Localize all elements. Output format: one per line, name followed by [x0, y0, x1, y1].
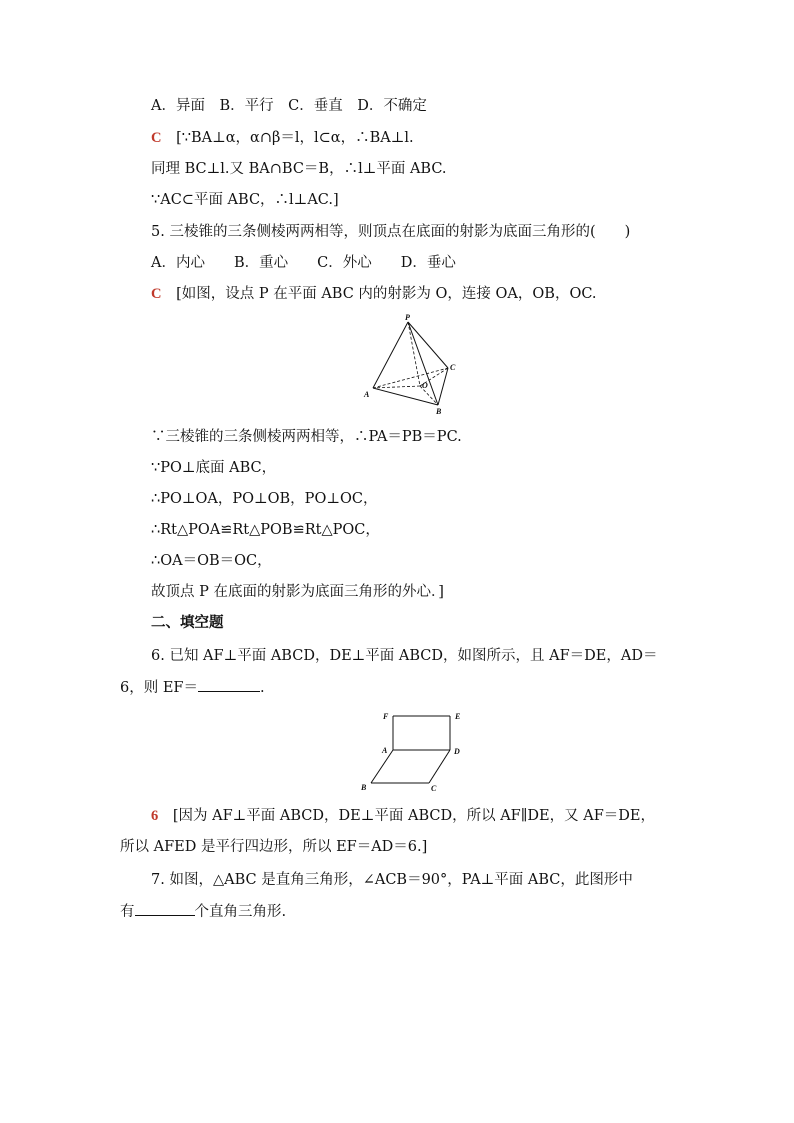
label-D: D — [454, 747, 460, 756]
q6-answer-blank — [198, 677, 260, 692]
q6-stem-line2 — [120, 677, 265, 698]
q6-solution-text1: [因为 AF⊥平面 ABCD，DE⊥平面 ABCD，所以 AF∥DE，又 AF＝DE， — [172, 808, 655, 824]
label-C: C — [450, 363, 456, 372]
edge-AB — [373, 388, 438, 405]
q4-solution-text1: [∵BA⊥α，α∩β＝l，l⊂α，∴BA⊥l. — [176, 130, 414, 146]
pyramid-figure — [360, 312, 470, 420]
q7-stem-post: 个直角三角形. — [194, 904, 287, 920]
q7-stem-line2 — [120, 901, 286, 922]
q5-stem: 5. 三棱锥的三条侧棱两两相等，则顶点在底面的射影为底面三角形的( ) — [151, 224, 631, 240]
q6-solution-line2: 所以 AFED 是平行四边形，所以 EF＝AD＝6.] — [120, 839, 428, 855]
label-B: B — [361, 783, 367, 792]
label-B: B — [436, 407, 442, 416]
q5-step-3: ∴PO⊥OA，PO⊥OB，PO⊥OC， — [151, 491, 378, 507]
label-A: A — [364, 390, 370, 399]
q6-stem-line1: 6. 已知 AF⊥平面 ABCD，DE⊥平面 ABCD，如图所示，且 AF＝DE，AD＝ — [151, 648, 658, 664]
segment-PO — [408, 322, 420, 386]
q4-answer: C — [151, 130, 162, 146]
q4-solution-line2: 同理 BC⊥l.又 BA∩BC＝B，∴l⊥平面 ABC. — [151, 161, 447, 177]
q5-solution-intro — [151, 284, 597, 304]
q5-step-2: ∵PO⊥底面 ABC， — [151, 460, 277, 476]
label-C: C — [431, 784, 437, 793]
q5-options: A．内心 B．重心 C．外心 D．垂心 — [151, 255, 456, 271]
q5-step-6: 故顶点 P 在底面的射影为底面三角形的外心．] — [151, 584, 444, 600]
q7-stem-pre: 有 — [120, 904, 135, 920]
edge-PC — [408, 322, 448, 368]
q5-solution-intro-text: [如图，设点 P 在平面 ABC 内的射影为 O，连接 OA，OB，OC. — [176, 286, 597, 302]
q6-answer: 6 — [151, 808, 159, 824]
edge-PB — [408, 322, 438, 405]
label-O: O — [422, 381, 428, 390]
q5-step-1: ∵三棱锥的三条侧棱两两相等，∴PA＝PB＝PC. — [151, 429, 462, 445]
edge-AC — [373, 368, 448, 388]
prism-figure — [355, 706, 470, 796]
q6-stem-post: . — [259, 680, 265, 696]
q6-solution-line1 — [151, 806, 655, 826]
label-A: A — [382, 746, 388, 755]
q7-answer-blank — [135, 901, 195, 916]
label-F: F — [383, 712, 389, 721]
q7-stem-line1: 7. 如图，△ABC 是直角三角形，∠ACB＝90°，PA⊥平面 ABC，此图形中 — [151, 872, 633, 888]
q6-stem-pre: 6，则 EF＝ — [120, 680, 198, 696]
q5-answer: C — [151, 286, 162, 302]
label-P: P — [405, 313, 410, 322]
q4-options: A．异面 B．平行 C．垂直 D．不确定 — [151, 98, 427, 114]
edge-BC — [438, 368, 448, 405]
section-title: 二、填空题 — [151, 614, 224, 631]
q5-step-4: ∴Rt△POA≌Rt△POB≌Rt△POC， — [151, 522, 380, 538]
edge-CD — [429, 750, 450, 783]
q5-step-5: ∴OA＝OB＝OC， — [151, 553, 272, 569]
edge-PA — [373, 322, 408, 388]
q4-solution-line1 — [151, 128, 414, 148]
label-E: E — [455, 712, 461, 721]
q4-solution-line3: ∵AC⊂平面 ABC，∴l⊥AC.] — [151, 192, 339, 208]
